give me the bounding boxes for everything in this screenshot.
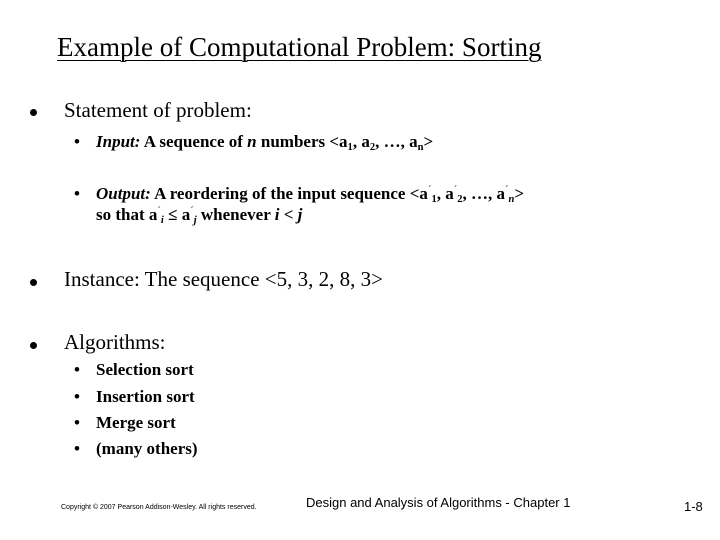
output-i: i — [274, 205, 280, 224]
algorithm-item-merge — [74, 413, 176, 433]
algorithm-label: Selection sort — [96, 360, 194, 379]
algorithm-item-others — [74, 439, 198, 459]
bullet-icon: • — [74, 387, 80, 406]
footer-course: Design and Analysis of Algorithms - Chapter 1 — [306, 495, 571, 510]
output-line2-a: so that a — [96, 205, 158, 224]
input-line — [74, 132, 433, 152]
input-n: n — [247, 132, 257, 151]
algorithm-label: (many others) — [96, 439, 198, 458]
output-text-a: A reordering of the input sequence <a — [150, 184, 428, 203]
output-text-c: , …, a — [462, 184, 505, 203]
output-text-d: > — [514, 184, 525, 203]
bullet-icon: • — [74, 132, 80, 151]
output-prime-2: ´ — [453, 185, 458, 197]
footer-copyright: Copyright © 2007 Pearson Addison-Wesley. All rights reserved. — [61, 504, 257, 511]
output-sub-j: j — [193, 215, 197, 227]
algorithm-item-insertion — [74, 387, 195, 407]
algorithms-label: Algorithms: — [64, 330, 166, 354]
output-sub-n: n — [508, 194, 515, 206]
output-line2-c: whenever — [196, 205, 275, 224]
bullet-dot-icon — [30, 109, 37, 116]
bullet-icon: • — [74, 360, 80, 379]
bullet-icon: • — [74, 184, 80, 203]
output-line2-d: < — [279, 205, 298, 224]
algorithm-label: Merge sort — [96, 413, 176, 432]
output-sub-i: i — [160, 215, 164, 227]
output-sub-1: 1 — [431, 194, 437, 206]
output-text-b: , a — [436, 184, 454, 203]
output-line-2 — [74, 205, 302, 225]
output-line-1 — [74, 184, 524, 204]
statement-label: Statement of problem: — [64, 98, 252, 122]
input-sub-2: 2 — [369, 142, 376, 154]
output-prime-3: ´ — [504, 185, 509, 197]
algorithm-item-selection — [74, 360, 194, 380]
input-text-a: A sequence of — [140, 132, 248, 151]
bullet-dot-icon — [30, 279, 37, 286]
output-line2-b: ≤ a — [163, 205, 191, 224]
output-prefix: Output: — [96, 184, 151, 203]
input-sub-n: n — [417, 142, 424, 154]
input-text-e: > — [423, 132, 434, 151]
slide-title: Example of Computational Problem: Sorting — [57, 32, 542, 62]
input-text-d: , …, a — [375, 132, 418, 151]
footer-page-number: 1-8 — [684, 499, 703, 514]
input-prefix: Input: — [96, 132, 141, 151]
bullet-icon: • — [74, 439, 80, 458]
input-sub-1: 1 — [347, 142, 353, 154]
input-text-c: , a — [352, 132, 370, 151]
output-sub-2: 2 — [457, 194, 463, 206]
instance-text: Instance: The sequence <5, 3, 2, 8, 3> — [64, 267, 383, 291]
bullet-dot-icon — [30, 342, 37, 349]
output-j: j — [297, 205, 303, 224]
bullet-icon: • — [74, 413, 80, 432]
output-prime-4: ´ — [157, 206, 161, 218]
output-prime-1: ´ — [427, 185, 432, 197]
output-prime-5: ´ — [190, 206, 194, 218]
input-text-b: numbers <a — [256, 132, 348, 151]
algorithm-label: Insertion sort — [96, 387, 195, 406]
